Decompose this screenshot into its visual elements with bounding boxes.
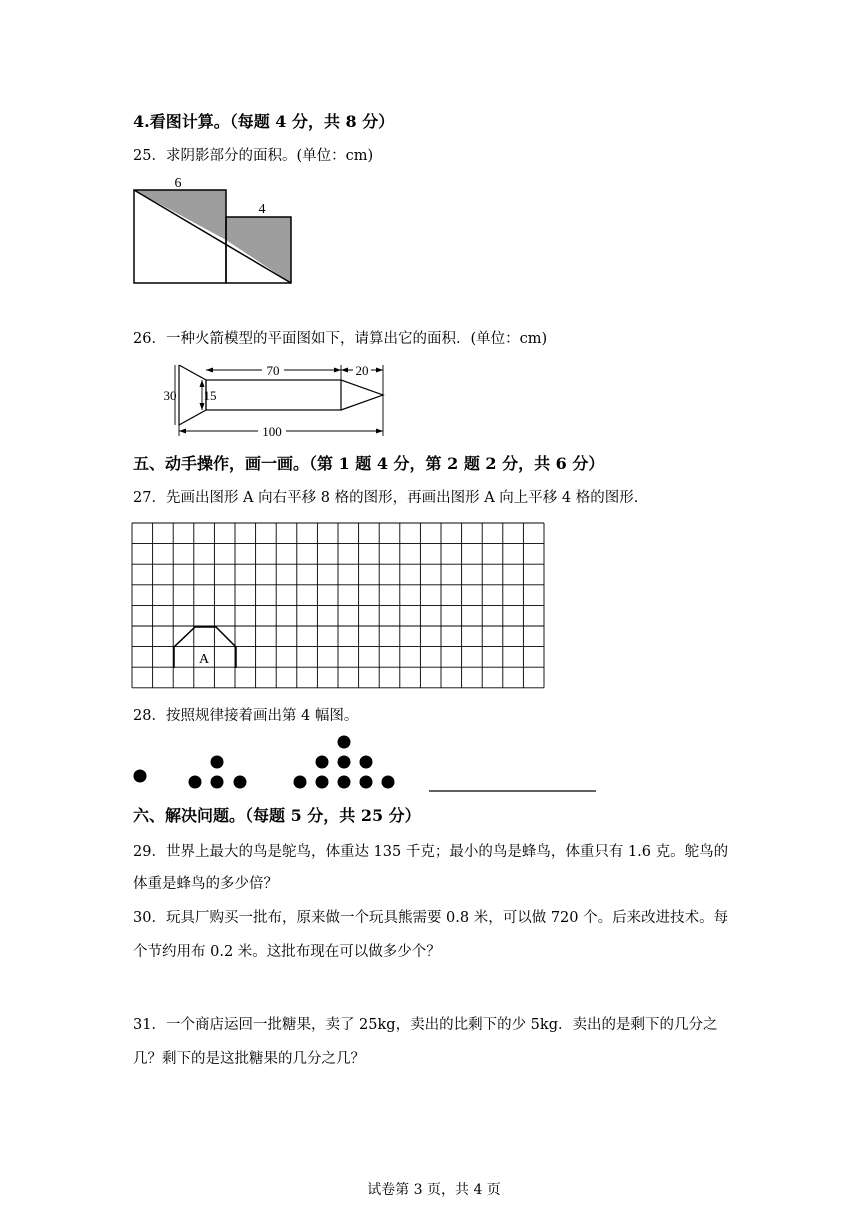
q26-label-30: 30 xyxy=(163,388,177,403)
q28-fig3-dot xyxy=(316,756,329,769)
q28-fig3-dot xyxy=(338,736,351,749)
question-30-line2: 个节约用布 0.2 米。这批布现在可以做多少个？ xyxy=(133,944,441,960)
section-4-heading: 4.看图计算。（每题 4 分，共 8 分） xyxy=(133,112,395,131)
question-29-line1: 29．世界上最大的鸟是鸵鸟，体重达 135 千克；最小的鸟是蜂鸟，体重只有 1.6 克。鸵鸟的 xyxy=(133,844,729,860)
q25-label-small: 4 xyxy=(258,202,266,217)
q28-fig3-dot xyxy=(338,776,351,789)
question-29-line2: 体重是蜂鸟的多少倍？ xyxy=(133,876,278,892)
q28-fig2-dot xyxy=(211,776,224,789)
question-26-text: 26．一种火箭模型的平面图如下，请算出它的面积．(单位：cm) xyxy=(133,331,548,347)
q28-fig2-dot xyxy=(189,776,202,789)
q26-label-15: 15 xyxy=(203,388,217,403)
question-31-line2: 几？剩下的是这批糖果的几分之几？ xyxy=(133,1051,365,1067)
q28-fig3-dot xyxy=(360,756,373,769)
question-25-text: 25．求阴影部分的面积。(单位：cm) xyxy=(133,148,374,164)
section-6-heading: 六、解决问题。（每题 5 分，共 25 分） xyxy=(133,806,421,825)
question-31-line1: 31．一个商店运回一批糖果，卖了 25kg，卖出的比剩下的少 5kg．卖出的是剩下的几分之 xyxy=(133,1017,718,1033)
q28-fig3-dot xyxy=(338,756,351,769)
q28-fig1-dot xyxy=(134,770,147,783)
q28-fig3-dot xyxy=(360,776,373,789)
q26-label-20: 20 xyxy=(355,363,369,378)
q26-label-70: 70 xyxy=(266,363,280,378)
question-30-line1: 30．玩具厂购买一批布，原来做一个玩具熊需要 0.8 米，可以做 720 个。后来改进技术。每 xyxy=(133,910,729,926)
section-5-heading: 五、动手操作，画一画。（第 1 题 4 分，第 2 题 2 分，共 6 分） xyxy=(133,454,605,473)
q28-fig3-dot xyxy=(316,776,329,789)
q28-fig2-dot xyxy=(234,776,247,789)
q26-label-100: 100 xyxy=(262,424,282,439)
q28-fig3-dot xyxy=(382,776,395,789)
question-28-text: 28．按照规律接着画出第 4 幅图。 xyxy=(133,708,359,724)
q28-fig3-dot xyxy=(294,776,307,789)
page-footer: 试卷第 3 页，共 4 页 xyxy=(367,1182,501,1198)
q25-label-big: 6 xyxy=(174,176,182,191)
question-27-text: 27．先画出图形 A 向右平移 8 格的图形，再画出图形 A 向上平移 4 格的图形. xyxy=(133,490,639,506)
q28-fig2-dot xyxy=(211,756,224,769)
q27-shape-a-label: A xyxy=(198,652,210,667)
